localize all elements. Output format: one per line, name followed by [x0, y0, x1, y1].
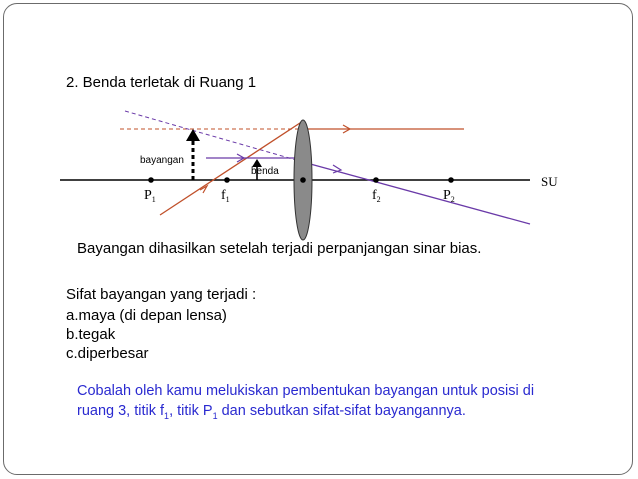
- point-p2-label: $P_2$: [443, 188, 455, 204]
- point-f2-dot: [373, 177, 379, 183]
- point-p1-dot: [148, 177, 154, 183]
- properties-list: [66, 306, 227, 363]
- properties-title: Sifat bayangan yang terjadi :: [66, 286, 257, 303]
- property-item: b.tegak: [66, 326, 116, 343]
- orange-incident-ray: [160, 121, 303, 215]
- property-item: c.diperbesar: [66, 345, 149, 362]
- slide-heading: 2. Benda terletak di Ruang 1: [66, 74, 257, 91]
- task-line-2: ruang 3, titik $f_1$, titik $P_1$ dan sebutkan sifat-sifat bayangannya.: [77, 403, 466, 421]
- task-instruction: [77, 381, 534, 426]
- point-p1-label: $P_1$: [144, 188, 156, 204]
- image-formation-note: Bayangan dihasilkan setelah terjadi perpanjangan sinar bias.: [77, 240, 482, 257]
- axis-label-su: SU: [541, 174, 558, 189]
- image-arrow-head: [186, 129, 200, 141]
- point-f1-dot: [224, 177, 230, 183]
- property-item: a.maya (di depan lensa): [66, 307, 227, 324]
- task-line-1: Cobalah oleh kamu melukiskan pembentukan bayangan untuk posisi di: [77, 383, 535, 399]
- image-label: bayangan: [140, 155, 184, 166]
- object-label: benda: [251, 166, 279, 177]
- point-f1-label: $f_1$: [221, 188, 230, 204]
- lens-center-dot: [300, 177, 306, 183]
- point-f2-label: $f_2$: [372, 188, 381, 204]
- point-p2-dot: [448, 177, 454, 183]
